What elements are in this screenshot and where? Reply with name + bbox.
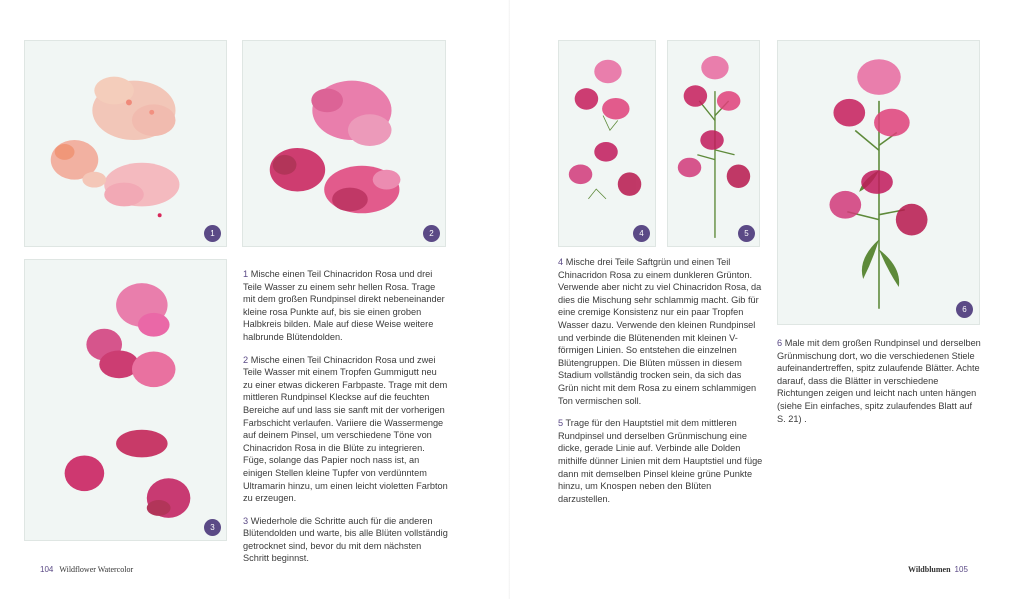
step-text: Mische einen Teil Chinacridon Rosa und drei Teile Wasser zu einem sehr hellen Rosa. Trage mit dem großen Rundpinsel direkt nebeneinander kleine rosa Punkte auf, bis sie einen groben Halbkreis bilden. Male auf diese Weise weitere halbrunde Blütendolden.	[243, 269, 445, 342]
step-2-paragraph	[243, 354, 448, 505]
step-1-illustration	[24, 40, 227, 247]
step-number: 1	[243, 269, 249, 279]
step-number: 5	[558, 418, 564, 429]
step-badge: 3	[204, 519, 221, 536]
flowers-with-main-stem-painting	[668, 41, 759, 246]
step-4-paragraph	[558, 256, 764, 407]
running-title: Wildblumen	[908, 565, 951, 574]
right-step-text-left-column	[558, 256, 764, 515]
flower-clusters-with-stems-painting	[559, 41, 655, 246]
right-folio	[908, 565, 968, 574]
step-3-illustration	[24, 259, 227, 541]
step-1-paragraph	[243, 268, 448, 344]
step-number: 3	[243, 515, 249, 526]
step-4-illustration	[558, 40, 656, 247]
page-number: 105	[954, 565, 968, 574]
step-badge: 2	[423, 225, 440, 242]
step-text: Trage für den Hauptstiel mit dem mittleren Rundpinsel und derselben Grünmischung eine dicke, gerade Linie auf. Verbinde alle Dolden mithilfe dünner Linien mit dem Hauptstiel und füge dann mit demselben Pinsel kleine grüne Punkte hinzu, um Knospen neben den Blüten darzustellen.	[558, 418, 763, 504]
step-5-illustration	[667, 40, 760, 247]
step-text: Wiederhole die Schritte auch für die anderen Blütendolden und warte, bis alle Blüten vollständig getrocknet sind, bevor du mit dem nächsten Schritt beginnst.	[243, 515, 448, 564]
step-2-illustration	[242, 40, 446, 247]
step-number: 6	[777, 338, 783, 348]
step-5-paragraph	[558, 417, 764, 505]
step-text: Mische einen Teil Chinacridon Rosa und zwei Teile Wasser mit einem Tropfen Gummigutt neu zu einer etwas dickeren Farbpaste. Trage mit dem mittleren Rundpinsel Kleckse auf die feuchten Bereiche auf und lass sie sanft mit der vorherigen Farbschicht verlaufen. Variiere die Wassermenge auf deinem Pinsel, um verschiedene Töne von Chinacridon Rosa in die Blüte zu integrieren. Füge, solange das Papier noch nass ist, an einigen Stellen kleine Tupfer von verdünntem Ultramarin hinzu, um einen leicht violetten Farbton zu erzeugen.	[243, 354, 448, 504]
step-6-paragraph	[777, 337, 983, 425]
right-step-text-right-column	[777, 337, 983, 435]
step-number: 2	[243, 354, 249, 365]
left-folio	[40, 565, 133, 574]
full-flower-clusters-painting	[25, 260, 226, 540]
pale-flower-clusters-painting	[25, 41, 226, 246]
step-badge: 4	[633, 225, 650, 242]
step-text: Mische drei Teile Saftgrün und einen Teil Chinacridon Rosa zu einem dunkleren Grünton. Verwende aber nicht zu viel Chinacridon Rosa, da dies die Mischung sehr schlammig macht. Gib für eine cremige Konsistenz nur ein paar Tropfen Wasser dazu. Verwende den kleinen Rundpinsel und verbinde die Blütenenden mit kleinen V-förmigen Linien. So entstehen die einzelnen Blütengruppen. Die Blüten müssen in diesem Stadium vollständig trocken sein, da sich das Grün nicht mit dem Rosa zu einem schlammigen Ton vermischen soll.	[558, 257, 762, 406]
step-badge: 6	[956, 301, 973, 318]
step-badge: 1	[204, 225, 221, 242]
page-number: 104	[40, 565, 54, 574]
pink-flower-clusters-painting	[243, 41, 445, 246]
step-3-paragraph	[243, 515, 448, 565]
right-page	[510, 0, 1020, 599]
finished-flower-with-leaves-painting	[778, 41, 979, 324]
step-number: 4	[558, 257, 564, 267]
left-step-text	[243, 268, 448, 575]
step-6-illustration	[777, 40, 980, 325]
step-badge: 5	[738, 225, 755, 242]
step-text: Male mit dem großen Rundpinsel und derselben Grünmischung dort, wo die verschiedenen Stiele aufeinandertreffen, spitz zulaufende Blätter. Achte darauf, dass die Blätter in verschiedene Richtungen zeigen und leicht nach unten hängen (siehe Ein einfaches, spitz zulaufendes Blatt auf S. 21) .	[777, 338, 981, 424]
running-title: Wildflower Watercolor	[59, 565, 134, 574]
